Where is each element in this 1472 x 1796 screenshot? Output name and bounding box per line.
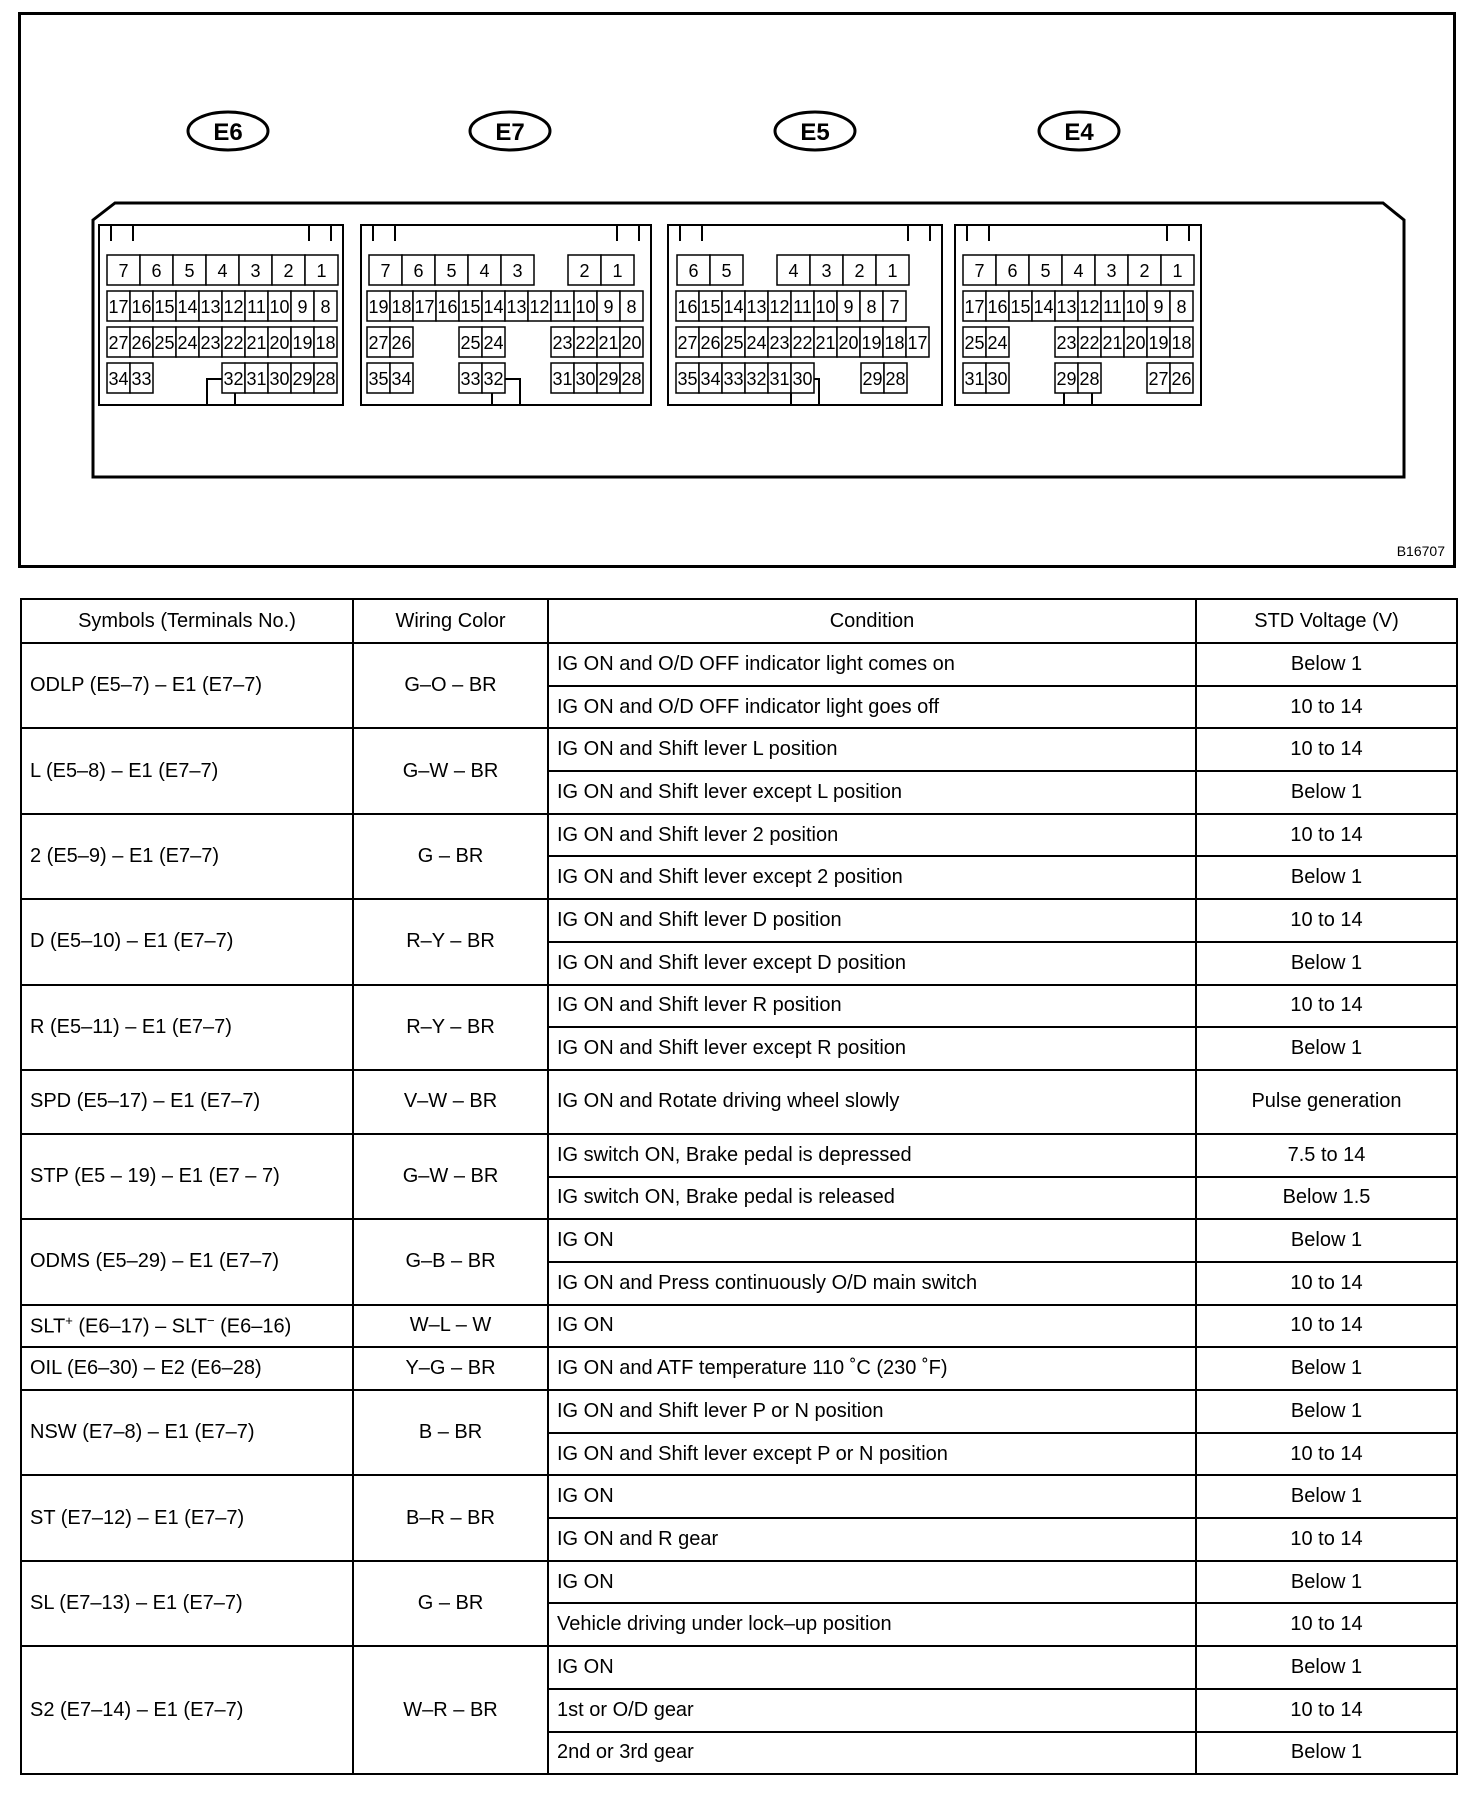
terminal-number: 12	[529, 297, 550, 317]
condition-cell: IG ON	[548, 1646, 1196, 1689]
header-std-voltage: STD Voltage (V)	[1196, 599, 1457, 643]
terminal-number: 14	[177, 297, 198, 317]
terminal-number: 25	[460, 333, 481, 353]
connector-e7	[361, 112, 651, 405]
std-voltage-cell: Below 1	[1196, 771, 1457, 814]
std-voltage-cell: Below 1	[1196, 1732, 1457, 1775]
condition-cell: IG ON and ATF temperature 110 ˚C (230 ˚F)	[548, 1347, 1196, 1390]
condition-cell: 1st or O/D gear	[548, 1689, 1196, 1732]
terminal-number: 27	[368, 333, 389, 353]
condition-cell: IG ON and Shift lever except R position	[548, 1027, 1196, 1070]
std-voltage-cell: 7.5 to 14	[1196, 1134, 1457, 1177]
terminal-number: 5	[721, 261, 732, 281]
terminal-number: 30	[792, 369, 813, 389]
terminal-number: 16	[131, 297, 152, 317]
symbol-superscript: −	[206, 1313, 215, 1329]
terminal-number: 23	[1056, 333, 1077, 353]
terminal-number: 24	[987, 333, 1008, 353]
terminal-number: 32	[223, 369, 244, 389]
wiring-color-cell: R–Y – BR	[353, 985, 548, 1070]
wiring-color-cell: W–R – BR	[353, 1646, 548, 1774]
terminal-number: 22	[1079, 333, 1100, 353]
terminal-number: 27	[108, 333, 129, 353]
terminal-number: 13	[1056, 297, 1077, 317]
std-voltage-cell: Below 1	[1196, 1646, 1457, 1689]
terminal-number: 9	[603, 297, 614, 317]
terminal-number: 6	[688, 261, 699, 281]
terminal-number: 3	[512, 261, 523, 281]
terminal-number: 21	[246, 333, 267, 353]
connector-e6	[99, 112, 343, 405]
terminal-number: 33	[723, 369, 744, 389]
condition-cell: IG ON and Shift lever L position	[548, 728, 1196, 771]
figure-code: B16707	[1396, 543, 1445, 559]
table-row	[21, 1561, 1457, 1604]
symbol-text: (E6–16)	[214, 1315, 292, 1338]
terminal-number: 2	[579, 261, 590, 281]
table-row	[21, 1347, 1457, 1390]
std-voltage-cell: Pulse generation	[1196, 1070, 1457, 1134]
terminal-number: 9	[843, 297, 854, 317]
std-voltage-cell: 10 to 14	[1196, 899, 1457, 942]
terminal-number: 18	[884, 333, 905, 353]
terminal-number: 31	[246, 369, 267, 389]
symbol-cell: SPD (E5–17) – E1 (E7–7)	[21, 1070, 353, 1134]
terminal-number: 21	[815, 333, 836, 353]
terminal-number: 26	[391, 333, 412, 353]
terminal-number: 22	[575, 333, 596, 353]
terminal-voltage-table	[20, 598, 1458, 1775]
terminal-number: 2	[1139, 261, 1150, 281]
symbol-cell: ODMS (E5–29) – E1 (E7–7)	[21, 1219, 353, 1304]
terminal-number: 18	[315, 333, 336, 353]
terminal-number: 8	[866, 297, 877, 317]
wiring-color-cell: G–W – BR	[353, 728, 548, 813]
symbol-text: (E6–17) – SLT	[72, 1315, 207, 1338]
terminal-number: 7	[974, 261, 985, 281]
terminal-number: 10	[575, 297, 596, 317]
table-row	[21, 814, 1457, 857]
terminal-number: 13	[200, 297, 221, 317]
std-voltage-cell: Below 1	[1196, 1347, 1457, 1390]
symbol-cell: 2 (E5–9) – E1 (E7–7)	[21, 814, 353, 899]
condition-cell: IG switch ON, Brake pedal is depressed	[548, 1134, 1196, 1177]
connector-latch	[617, 225, 639, 241]
terminal-number: 4	[479, 261, 490, 281]
terminal-number: 5	[1040, 261, 1051, 281]
std-voltage-cell: 10 to 14	[1196, 1433, 1457, 1476]
table-row	[21, 643, 1457, 686]
terminal-number: 16	[987, 297, 1008, 317]
condition-cell: IG ON and O/D OFF indicator light comes on	[548, 643, 1196, 686]
terminal-number: 13	[746, 297, 767, 317]
terminal-number: 28	[315, 369, 336, 389]
condition-cell: IG ON and Shift lever D position	[548, 899, 1196, 942]
connector-label: E4	[1064, 119, 1094, 146]
symbol-cell: D (E5–10) – E1 (E7–7)	[21, 899, 353, 984]
terminal-number: 8	[626, 297, 637, 317]
std-voltage-cell: Below 1	[1196, 942, 1457, 985]
terminal-number: 1	[316, 261, 327, 281]
terminal-number: 2	[283, 261, 294, 281]
symbol-cell: L (E5–8) – E1 (E7–7)	[21, 728, 353, 813]
terminal-number: 12	[223, 297, 244, 317]
terminal-number: 20	[1125, 333, 1146, 353]
connector-diagram	[18, 12, 1456, 568]
std-voltage-cell: 10 to 14	[1196, 1305, 1457, 1348]
terminal-number: 31	[552, 369, 573, 389]
terminal-number: 9	[1153, 297, 1164, 317]
table-header-row	[21, 599, 1457, 643]
table-row	[21, 1070, 1457, 1134]
wiring-color-cell: G–B – BR	[353, 1219, 548, 1304]
terminal-number: 26	[700, 333, 721, 353]
terminal-number: 12	[1079, 297, 1100, 317]
connector-e5	[668, 112, 942, 405]
terminal-number: 23	[200, 333, 221, 353]
terminal-number: 34	[391, 369, 412, 389]
condition-cell: IG ON and O/D OFF indicator light goes off	[548, 686, 1196, 729]
symbol-superscript: +	[65, 1313, 73, 1329]
terminal-number: 27	[677, 333, 698, 353]
condition-cell: IG ON	[548, 1561, 1196, 1604]
std-voltage-cell: Below 1.5	[1196, 1177, 1457, 1220]
connector-latch	[309, 225, 331, 241]
wiring-color-cell: V–W – BR	[353, 1070, 548, 1134]
symbol-cell: R (E5–11) – E1 (E7–7)	[21, 985, 353, 1070]
terminal-number: 35	[677, 369, 698, 389]
table-row	[21, 1134, 1457, 1177]
terminal-number: 14	[1033, 297, 1054, 317]
terminal-number: 33	[131, 369, 152, 389]
condition-cell: IG ON and Shift lever R position	[548, 985, 1196, 1028]
terminal-number: 19	[1148, 333, 1169, 353]
terminal-number: 23	[769, 333, 790, 353]
std-voltage-cell: 10 to 14	[1196, 985, 1457, 1028]
terminal-number: 18	[391, 297, 412, 317]
condition-cell: 2nd or 3rd gear	[548, 1732, 1196, 1775]
terminal-number: 34	[108, 369, 129, 389]
terminal-number: 4	[217, 261, 228, 281]
symbol-cell: S2 (E7–14) – E1 (E7–7)	[21, 1646, 353, 1774]
terminal-number: 17	[964, 297, 985, 317]
terminal-number: 7	[118, 261, 129, 281]
terminal-number: 34	[700, 369, 721, 389]
terminal-number: 21	[1102, 333, 1123, 353]
condition-cell: IG ON and Shift lever except L position	[548, 771, 1196, 814]
terminal-number: 22	[792, 333, 813, 353]
terminal-number: 2	[854, 261, 865, 281]
wiring-color-cell: W–L – W	[353, 1305, 548, 1348]
condition-cell: IG ON and Rotate driving wheel slowly	[548, 1070, 1196, 1134]
terminal-number: 20	[621, 333, 642, 353]
condition-cell: IG ON and Shift lever except 2 position	[548, 856, 1196, 899]
connector-latch	[680, 225, 702, 241]
wiring-color-cell: G–W – BR	[353, 1134, 548, 1219]
terminal-number: 24	[746, 333, 767, 353]
symbol-cell: SL (E7–13) – E1 (E7–7)	[21, 1561, 353, 1646]
table-row	[21, 1219, 1457, 1262]
terminal-number: 14	[483, 297, 504, 317]
wiring-color-cell: B – BR	[353, 1390, 548, 1475]
header-wiring-color: Wiring Color	[353, 599, 548, 643]
terminal-number: 5	[446, 261, 457, 281]
std-voltage-cell: 10 to 14	[1196, 1689, 1457, 1732]
terminal-number: 32	[746, 369, 767, 389]
connector-label: E5	[800, 119, 830, 146]
terminal-number: 19	[368, 297, 389, 317]
header-condition: Condition	[548, 599, 1196, 643]
terminal-number: 25	[964, 333, 985, 353]
terminal-number: 22	[223, 333, 244, 353]
terminal-number: 29	[862, 369, 883, 389]
terminal-number: 17	[907, 333, 928, 353]
table-row	[21, 1646, 1457, 1689]
terminal-number: 28	[1079, 369, 1100, 389]
std-voltage-cell: 10 to 14	[1196, 814, 1457, 857]
terminal-number: 3	[1106, 261, 1117, 281]
connector-latch	[908, 225, 930, 241]
terminal-number: 20	[269, 333, 290, 353]
std-voltage-cell: Below 1	[1196, 856, 1457, 899]
terminal-number: 1	[887, 261, 898, 281]
terminal-number: 29	[1056, 369, 1077, 389]
terminal-number: 21	[598, 333, 619, 353]
terminal-number: 11	[247, 297, 266, 317]
terminal-number: 25	[154, 333, 175, 353]
table-row	[21, 1305, 1457, 1348]
terminal-number: 3	[821, 261, 832, 281]
terminal-number: 31	[769, 369, 790, 389]
terminal-number: 30	[575, 369, 596, 389]
symbol-cell	[21, 1305, 353, 1348]
terminal-number: 16	[437, 297, 458, 317]
terminal-number: 1	[612, 261, 623, 281]
terminal-number: 19	[292, 333, 313, 353]
condition-cell: IG ON	[548, 1219, 1196, 1262]
terminal-number: 30	[987, 369, 1008, 389]
condition-cell: IG ON	[548, 1305, 1196, 1348]
terminal-number: 10	[1125, 297, 1146, 317]
table-row	[21, 899, 1457, 942]
terminal-number: 20	[838, 333, 859, 353]
terminal-number: 4	[1073, 261, 1084, 281]
terminal-number: 6	[413, 261, 424, 281]
wiring-color-cell: G–O – BR	[353, 643, 548, 728]
terminal-number: 18	[1171, 333, 1192, 353]
condition-cell: IG ON and Shift lever except D position	[548, 942, 1196, 985]
terminal-number: 31	[964, 369, 985, 389]
terminal-number: 23	[552, 333, 573, 353]
std-voltage-cell: 10 to 14	[1196, 686, 1457, 729]
condition-cell: IG ON and Shift lever 2 position	[548, 814, 1196, 857]
terminal-number: 28	[885, 369, 906, 389]
terminal-number: 17	[108, 297, 129, 317]
terminal-number: 32	[483, 369, 504, 389]
std-voltage-cell: 10 to 14	[1196, 1518, 1457, 1561]
wiring-color-cell: Y–G – BR	[353, 1347, 548, 1390]
terminal-number: 27	[1148, 369, 1169, 389]
symbol-cell: ODLP (E5–7) – E1 (E7–7)	[21, 643, 353, 728]
terminal-number: 33	[460, 369, 481, 389]
terminal-number: 35	[368, 369, 389, 389]
std-voltage-cell: Below 1	[1196, 1390, 1457, 1433]
terminal-number: 14	[723, 297, 744, 317]
terminal-number: 25	[723, 333, 744, 353]
std-voltage-cell: Below 1	[1196, 1561, 1457, 1604]
wiring-color-cell: R–Y – BR	[353, 899, 548, 984]
symbol-cell: ST (E7–12) – E1 (E7–7)	[21, 1475, 353, 1560]
connector-latch	[111, 225, 133, 241]
terminal-number: 24	[177, 333, 198, 353]
terminal-number: 15	[1010, 297, 1031, 317]
table-row	[21, 1475, 1457, 1518]
condition-cell: IG switch ON, Brake pedal is released	[548, 1177, 1196, 1220]
terminal-number: 4	[788, 261, 799, 281]
condition-cell: IG ON and Press continuously O/D main switch	[548, 1262, 1196, 1305]
terminal-number: 10	[815, 297, 836, 317]
symbol-text: SLT	[30, 1315, 66, 1338]
terminal-number: 12	[769, 297, 790, 317]
symbol-cell: NSW (E7–8) – E1 (E7–7)	[21, 1390, 353, 1475]
connector-latch	[1167, 225, 1189, 241]
connector-label: E6	[213, 119, 243, 146]
terminal-number: 11	[553, 297, 572, 317]
condition-cell: IG ON	[548, 1475, 1196, 1518]
symbol-cell: STP (E5 – 19) – E1 (E7 – 7)	[21, 1134, 353, 1219]
terminal-number: 3	[250, 261, 261, 281]
terminal-number: 13	[506, 297, 527, 317]
std-voltage-cell: Below 1	[1196, 1027, 1457, 1070]
std-voltage-cell: 10 to 14	[1196, 1603, 1457, 1646]
terminal-number: 7	[889, 297, 900, 317]
condition-cell: Vehicle driving under lock–up position	[548, 1603, 1196, 1646]
terminal-number: 15	[154, 297, 175, 317]
wiring-color-cell: G – BR	[353, 814, 548, 899]
std-voltage-cell: 10 to 14	[1196, 728, 1457, 771]
header-symbols: Symbols (Terminals No.)	[21, 599, 353, 643]
terminal-number: 10	[269, 297, 290, 317]
condition-cell: IG ON and R gear	[548, 1518, 1196, 1561]
terminal-number: 8	[1176, 297, 1187, 317]
std-voltage-cell: Below 1	[1196, 1219, 1457, 1262]
terminal-number: 16	[677, 297, 698, 317]
std-voltage-cell: Below 1	[1196, 643, 1457, 686]
terminal-number: 24	[483, 333, 504, 353]
std-voltage-cell: Below 1	[1196, 1475, 1457, 1518]
condition-cell: IG ON and Shift lever P or N position	[548, 1390, 1196, 1433]
connector-diagram-svg	[21, 15, 1453, 565]
connector-e4	[955, 112, 1201, 405]
table-row	[21, 728, 1457, 771]
terminal-number: 11	[1103, 297, 1122, 317]
terminal-number: 7	[380, 261, 391, 281]
terminal-number: 29	[598, 369, 619, 389]
terminal-number: 6	[151, 261, 162, 281]
terminal-number: 30	[269, 369, 290, 389]
condition-cell: IG ON and Shift lever except P or N position	[548, 1433, 1196, 1476]
terminal-number: 9	[297, 297, 308, 317]
terminal-number: 11	[793, 297, 812, 317]
terminal-number: 19	[861, 333, 882, 353]
terminal-number: 15	[700, 297, 721, 317]
terminal-number: 26	[131, 333, 152, 353]
std-voltage-cell: 10 to 14	[1196, 1262, 1457, 1305]
terminal-number: 1	[1172, 261, 1183, 281]
connector-latch	[967, 225, 989, 241]
table-row	[21, 985, 1457, 1028]
terminal-number: 17	[414, 297, 435, 317]
wiring-color-cell: B–R – BR	[353, 1475, 548, 1560]
terminal-number: 29	[292, 369, 313, 389]
connector-latch	[373, 225, 395, 241]
terminal-number: 5	[184, 261, 195, 281]
wiring-color-cell: G – BR	[353, 1561, 548, 1646]
terminal-number: 6	[1007, 261, 1018, 281]
table-row	[21, 1390, 1457, 1433]
terminal-number: 28	[621, 369, 642, 389]
connector-label: E7	[495, 119, 525, 146]
terminal-number: 15	[460, 297, 481, 317]
symbol-cell: OIL (E6–30) – E2 (E6–28)	[21, 1347, 353, 1390]
terminal-number: 26	[1171, 369, 1192, 389]
terminal-number: 8	[320, 297, 331, 317]
